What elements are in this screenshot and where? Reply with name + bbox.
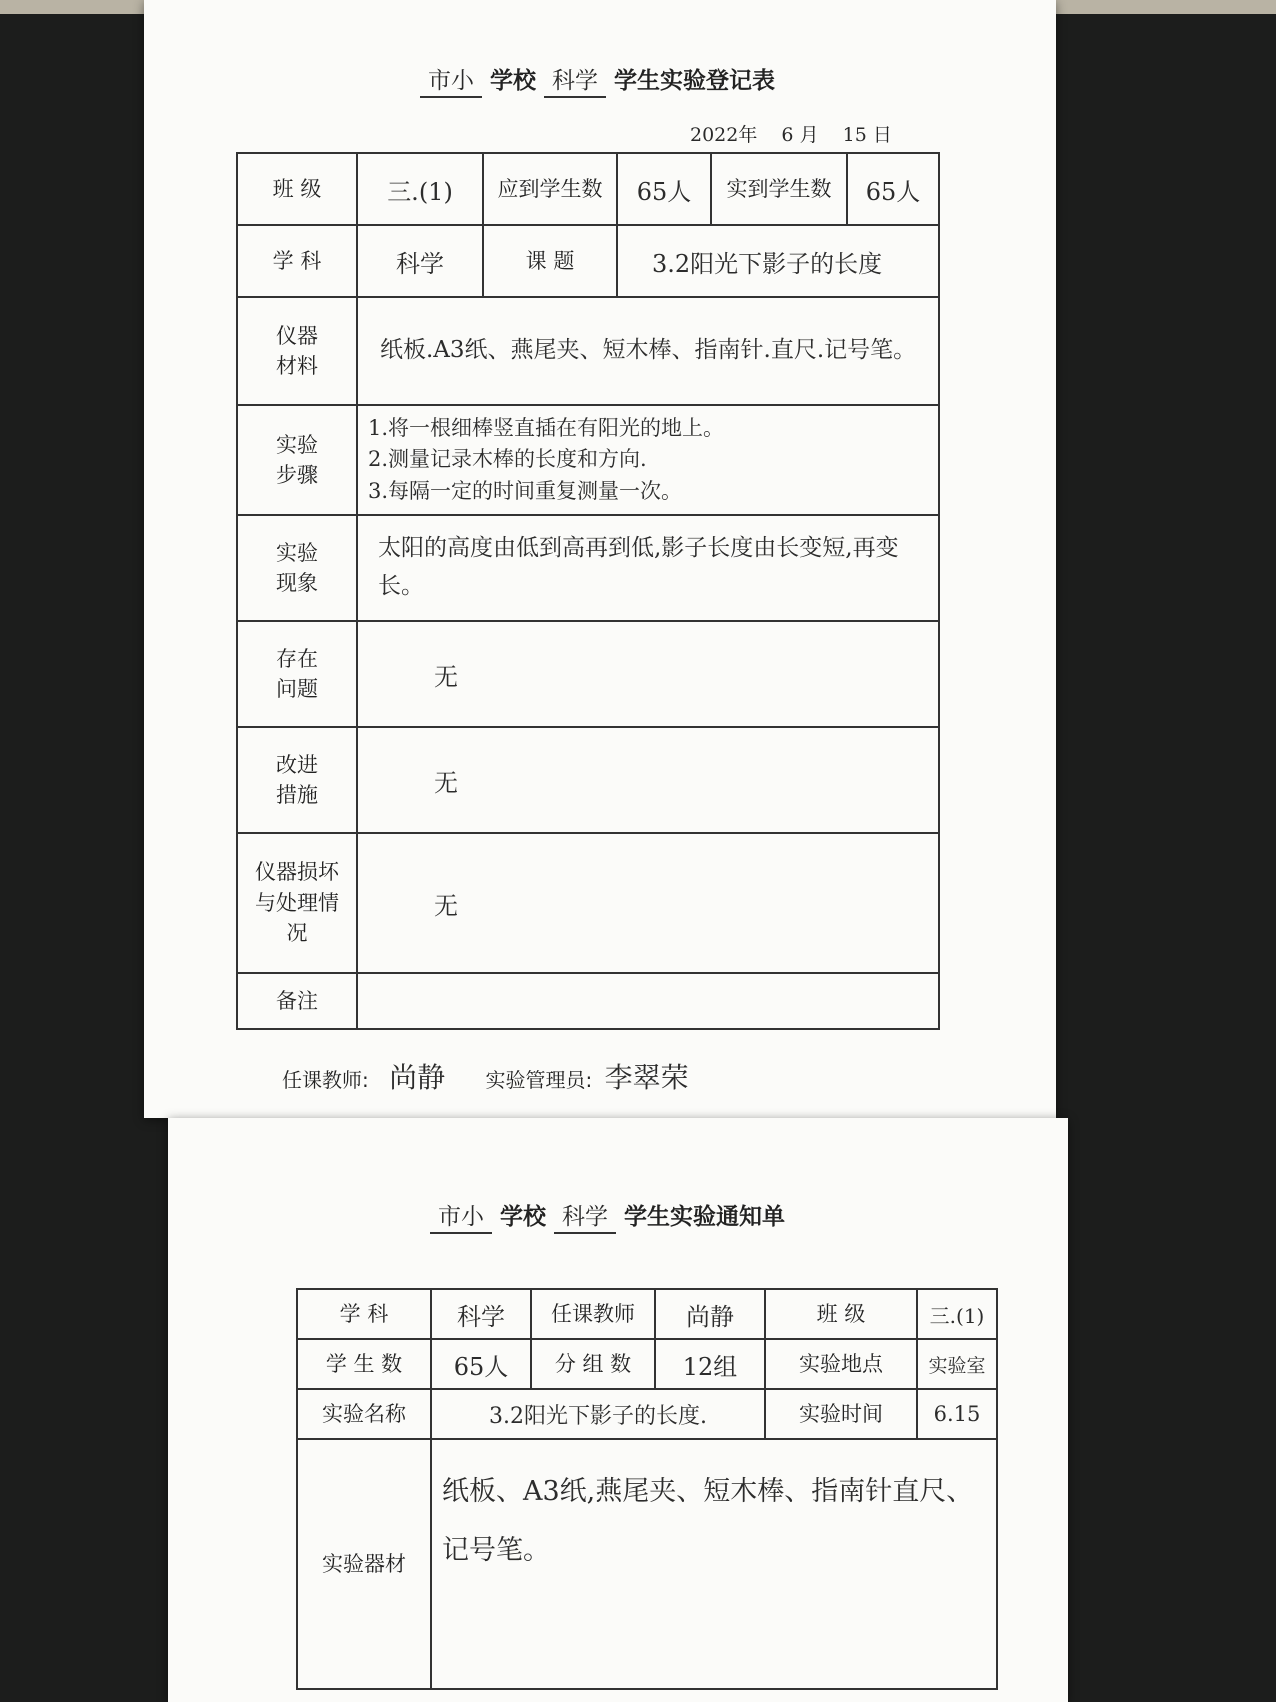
remarks-label: 备注 [237, 973, 357, 1029]
register-title-school-word: 学校 [490, 68, 537, 94]
damage-value: 无 [357, 833, 939, 973]
register-title [420, 62, 775, 98]
step-item: 2.测量记录木棒的长度和方向. [368, 447, 647, 472]
notice-title [430, 1198, 785, 1234]
subject-value: 科学 [357, 225, 483, 297]
notice-title-rest: 学生实验通知单 [624, 1204, 786, 1230]
notice-table [296, 1288, 998, 1690]
register-table [236, 152, 940, 1030]
remarks-value [357, 973, 939, 1029]
notice-students-label: 学 生 数 [297, 1339, 431, 1389]
improvements-value: 无 [357, 727, 939, 833]
notice-time-label: 实验时间 [765, 1389, 917, 1439]
notice-location-value: 实验室 [917, 1339, 997, 1389]
teacher-signature: 尚静 [389, 1061, 446, 1094]
class-label: 班 级 [237, 153, 357, 225]
problems-label: 存在问题 [237, 621, 357, 727]
notice-location-label: 实验地点 [765, 1339, 917, 1389]
register-signatures [282, 1056, 689, 1096]
notice-students-value: 65人 [431, 1339, 531, 1389]
topic-label: 课 题 [483, 225, 617, 297]
notice-name-value: 3.2阳光下影子的长度. [431, 1389, 765, 1439]
admin-label: 实验管理员: [485, 1068, 593, 1092]
notice-materials-label: 实验器材 [297, 1439, 431, 1689]
phenomenon-label: 实验现象 [237, 515, 357, 621]
register-date-day: 15 [842, 124, 867, 146]
step-item: 3.每隔一定的时间重复测量一次。 [368, 478, 683, 503]
notice-teacher-value: 尚静 [655, 1289, 765, 1339]
register-date-year: 2022 [690, 124, 739, 146]
register-title-school-name: 市小 [420, 68, 482, 98]
notice-class-value: 三.(1) [917, 1289, 997, 1339]
notice-class-label: 班 级 [765, 1289, 917, 1339]
damage-label: 仪器损坏与处理情况 [237, 833, 357, 973]
notice-groups-value: 12组 [655, 1339, 765, 1389]
register-date-day-unit: 日 [872, 124, 892, 146]
teacher-label: 任课教师: [282, 1068, 369, 1092]
expected-students-value: 65人 [617, 153, 711, 225]
problems-value: 无 [357, 621, 939, 727]
class-value: 三.(1) [357, 153, 483, 225]
register-title-rest: 学生实验登记表 [614, 68, 776, 94]
phenomenon-value: 太阳的高度由低到高再到低,影子长度由长变短,再变长。 [357, 515, 939, 621]
experiment-notice-sheet [168, 1118, 1068, 1702]
topic-value: 3.2阳光下影子的长度 [617, 225, 939, 297]
steps-label: 实验步骤 [237, 405, 357, 515]
notice-materials-value: 纸板、A3纸,燕尾夹、短木棒、指南针直尺、记号笔。 [431, 1439, 997, 1689]
experiment-register-sheet [144, 0, 1056, 1118]
step-item: 1.将一根细棒竖直插在有阳光的地上。 [368, 415, 725, 440]
notice-subject-value: 科学 [431, 1289, 531, 1339]
admin-signature: 李翠荣 [604, 1061, 689, 1094]
actual-students-label: 实到学生数 [711, 153, 847, 225]
register-date [690, 120, 892, 147]
notice-teacher-label: 任课教师 [531, 1289, 655, 1339]
register-title-subject: 科学 [544, 68, 606, 98]
register-date-month: 6 [781, 124, 794, 146]
notice-groups-label: 分 组 数 [531, 1339, 655, 1389]
expected-students-label: 应到学生数 [483, 153, 617, 225]
register-date-year-unit: 年 [738, 124, 758, 146]
subject-label: 学 科 [237, 225, 357, 297]
actual-students-value: 65人 [847, 153, 939, 225]
register-date-month-unit: 月 [799, 124, 819, 146]
equipment-value: 纸板.A3纸、燕尾夹、短木棒、指南针.直尺.记号笔。 [357, 297, 939, 405]
notice-title-school-word: 学校 [500, 1204, 547, 1230]
notice-time-value: 6.15 [917, 1389, 997, 1439]
notice-title-school-name: 市小 [430, 1204, 492, 1234]
equipment-label: 仪器材料 [237, 297, 357, 405]
notice-name-label: 实验名称 [297, 1389, 431, 1439]
notice-subject-label: 学 科 [297, 1289, 431, 1339]
steps-list [357, 405, 939, 515]
notice-title-subject: 科学 [554, 1204, 616, 1234]
improvements-label: 改进措施 [237, 727, 357, 833]
